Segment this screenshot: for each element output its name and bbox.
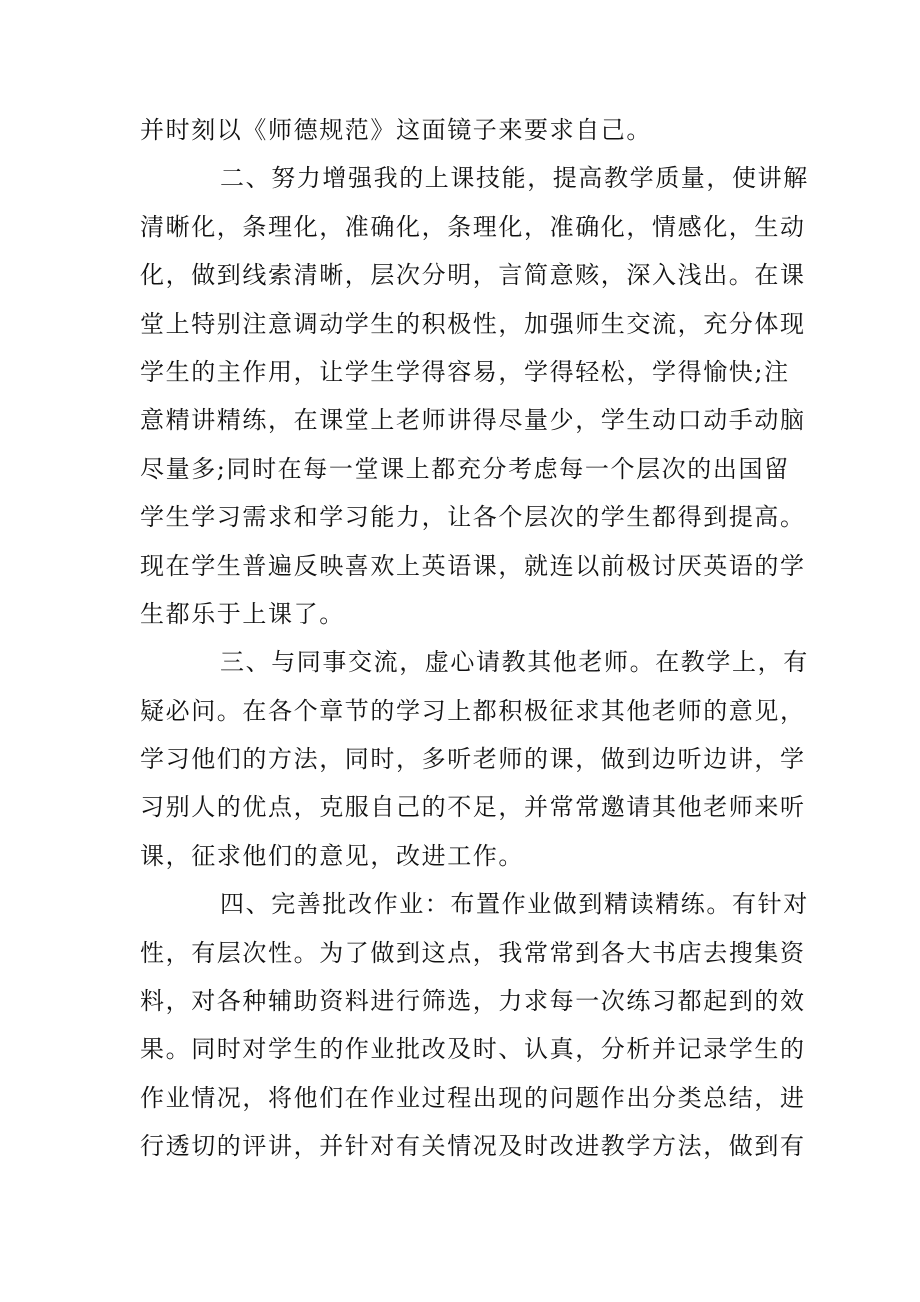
text-line: 习别人的优点，克服自己的不足，并常常邀请其他老师来听 (140, 793, 806, 822)
text-line: 清晰化，条理化，准确化，条理化，准确化，情感化，生动 (140, 212, 806, 241)
paragraph-heading-line: 三、与同事交流，虚心请教其他老师。在教学上，有 (220, 648, 809, 677)
text-line: 生都乐于上课了。 (140, 599, 345, 628)
text-line: 性，有层次性。为了做到这点，我常常到各大书店去搜集资 (140, 938, 806, 967)
paragraph-heading-line: 二、努力增强我的上课技能，提高教学质量，使讲解 (220, 164, 809, 193)
text-line: 疑必问。在各个章节的学习上都积极征求其他老师的意见， (140, 696, 806, 725)
text-line: 料，对各种辅助资料进行筛选，力求每一次练习都起到的效 (140, 987, 806, 1016)
text-line: 学生学习需求和学习能力，让各个层次的学生都得到提高。 (140, 503, 806, 532)
text-line: 化，做到线索清晰，层次分明，言简意赅，深入浅出。在课 (140, 261, 806, 290)
text-line: 尽量多;同时在每一堂课上都充分考虑每一个层次的出国留 (140, 454, 790, 483)
text-line: 现在学生普遍反映喜欢上英语课，就连以前极讨厌英语的学 (140, 551, 806, 580)
text-line: 学习他们的方法，同时，多听老师的课，做到边听边讲，学 (140, 745, 806, 774)
paragraph-heading-line: 四、完善批改作业：布置作业做到精读精练。有针对 (220, 890, 809, 919)
document-body (140, 106, 809, 1171)
text-line: 意精讲精练，在课堂上老师讲得尽量少，学生动口动手动脑 (140, 406, 806, 435)
text-line: 堂上特别注意调动学生的积极性，加强师生交流，充分体现 (140, 309, 806, 338)
text-line: 作业情况，将他们在作业过程出现的问题作出分类总结，进 (140, 1083, 806, 1112)
text-line: 课，征求他们的意见，改进工作。 (140, 841, 524, 870)
text-line: 行透切的评讲，并针对有关情况及时改进教学方法，做到有 (140, 1132, 806, 1161)
text-line: 果。同时对学生的作业批改及时、认真，分析并记录学生的 (140, 1035, 806, 1064)
text-line: 并时刻以《师德规范》这面镜子来要求自己。 (140, 116, 652, 144)
text-line: 学生的主作用，让学生学得容易，学得轻松，学得愉快;注 (140, 357, 790, 386)
